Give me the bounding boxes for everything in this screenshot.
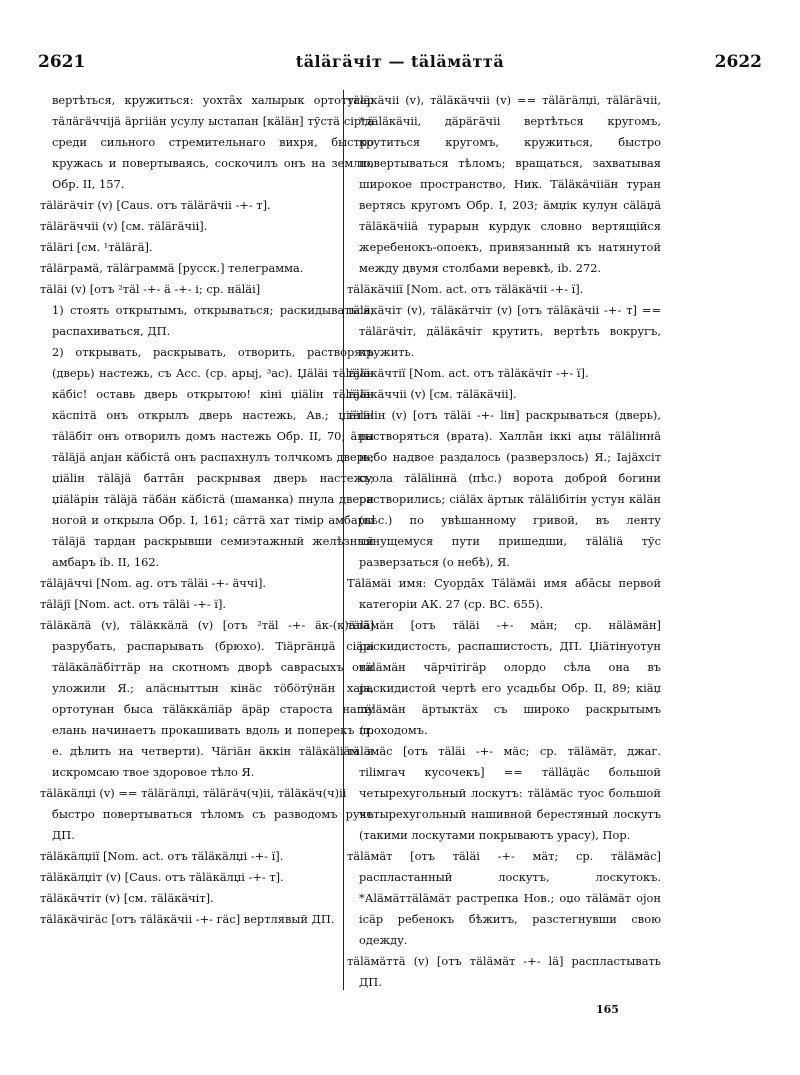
running-title: täläгäчіт — täläмäттä bbox=[295, 52, 505, 71]
right-column bbox=[347, 90, 661, 993]
dictionary-entry: вертѣться, кружиться: уохтāх халырык ортотугар тäлäгäччijä äргiiäн усулу ыстапан [кäläн] тўстä сiргä среди сильного стремительнаго вихря, быстро кружась и повертываясь, соскочилъ онъ на землю, Обр. II, 157. bbox=[52, 93, 374, 191]
dictionary-entry: тäläкäчii (v), тäläкäччii (v) == тäläгäлџi, тäläгäчii, *дäläкäчii, дäрäгäчii вертѣться кругомъ, крутиться кругомъ, кружиться, быстро повертываться тѣломъ; вращаться, захватывая широкое пространство, Ник. Тäläкäчiiäн туран вертясь кругомъ Обр. I, 203; äмџiк кулун сäläџä тäläкäчiiä турарын курдук словно вертящійся жеребенокъ-опоекъ, привязанный къ натянутой между двумя столбами веревкѣ, ib. 272. bbox=[347, 93, 661, 275]
dictionary-entry: тäläкäлџiї [Nom. act. отъ тäläкäлџi -+- ї]. bbox=[40, 849, 284, 863]
dictionary-entry: тäläкäчтiї [Nom. act. отъ тäläкäчiт -+- ї]. bbox=[347, 366, 589, 380]
dictionary-entry: тäläкäчтiт (v) [см. тäläкäчiт]. bbox=[40, 891, 214, 905]
dictionary-entry: тäläкäлä (v), тäläккäлä (v) [отъ ²тäl -+- äк-(к)äлä] разрубать, распарывать (брюхо). Тiäргäнџä сiäрi тäläкäлäбiттäр на скотномъ дворѣ саврасыхъ они уложили Я.; алäсныттын кiнäс тöбöтÿнäн хаjа, ортотунан быса тäläккäлiäр äрäр староста нашу елань начинаетъ прокашивать вдоль и поперекъ (т. е. дѣлить на четверти). Чäгiäн äккiн тäläкäliäм я искромсаю твое здоровое тѣло Я. bbox=[40, 618, 374, 779]
page-header bbox=[38, 52, 762, 82]
dictionary-sense: 2) открывать, раскрывать, отворить, растворять (дверь) настежь, съ Acc. (ср. арыј, ³ac). Џäläi тäläjäн кäбiс! оставь дверь открытою! кiнi џiäliн тäläjäн кäспiтä онъ открылъ дверь настежь, Ав.; џiäтiн тäläбiт онъ отворилъ домъ настежь Обр. II, 70; äны тäläjä аnjaн кäбiстä онъ распахнулъ толчкомъ дверь; џiäliн тäläjä баттāн раскрывая дверь настежь; џiäläрiн тäläjä тäбäн кäбiстä (шаманка) пнула двери ногой и открыла Обр. I, 161; сäттä хат тiмiр амбары тäläjä тардан раскрывши семиэтажный желѣзный амбаръ ib. II, 162. bbox=[52, 345, 374, 569]
dictionary-entry: тäläгi [см. ¹тäläгä]. bbox=[40, 240, 153, 254]
dictionary-entry: тäläjï [Nom. act. отъ тäläi -+- ї]. bbox=[40, 597, 227, 611]
dictionary-entry: тäläjäччi [Nom. ag. отъ тäläi -+- äччi]. bbox=[40, 576, 267, 590]
column-divider bbox=[343, 90, 344, 990]
dictionary-entry: тäläмäттä (v) [отъ тäläмäт -+- lä] распластывать ДП. bbox=[347, 954, 661, 989]
dictionary-entry: тäläмäн [отъ тäläi -+- мäн; ср. нäläмäн] раскидистость, распашистость, ДП. Џiäтiнуотун тäläмäн чäрчiтiгäр олордо сѣла она въ раскидистой чертѣ его усадьбы Обр. II, 89; кiäџ тäläмäн äртыктäх съ широко раскрытымъ проходомъ. bbox=[347, 618, 661, 737]
dictionary-entry: тäläкäчiт (v), тäläкäтчiт (v) [отъ тäläкäчii -+- т] == тäläгäчiт, дäläкäчiт крутить, вертѣть вокругъ, кружить. bbox=[347, 303, 661, 359]
dictionary-entry: тäläliн (v) [отъ тäläi -+- liн] раскрываться (дверь), растворяться (врата). Халлāн iккi аџы тäläliннä небо надвое раздалось (разверзлось) Я.; Iajäхсiт суола тäläliннä (пѣс.) ворота доброй богини растворились; сiäläх äртык тäläliбiтiн устун кäläн (пѣс.) по увѣшанному гривой, въ ленту тянущемуся пути пришедши, тäläliä тўс разверзаться (о небѣ), Я. bbox=[347, 408, 661, 569]
dictionary-entry: тäläгäчiт (v) [Caus. отъ тäläгäчii -+- т]. bbox=[40, 198, 271, 212]
dictionary-entry: тäläмäт [отъ тäläi -+- мäт; ср. тäläмäс] распластанный лоскутъ, лоскутокъ. *Аläмäттäläмäт растрепка Нов.; оџо тäläмäт оjон iсäр ребенокъ бѣжитъ, разстегнувши свою одежду. bbox=[347, 849, 661, 947]
dictionary-entry: тäläграмä, тäläграммä [русск.] телеграмма. bbox=[40, 261, 304, 275]
dictionary-entry: Тäläмäi имя: Суордāх Тäläмäi имя абāсы первой категоріи АК. 27 (ср. ВС. 655). bbox=[347, 576, 661, 611]
dictionary-entry: тäläкäлџiт (v) [Caus. отъ тäläкäлџi -+- т]. bbox=[40, 870, 284, 884]
dictionary-entry: тäläкäлџi (v) == тäläгäлџi, тäläгäч(ч)ii, тäläкäч(ч)ii bbox=[40, 786, 347, 800]
printer-signature: 165 bbox=[596, 1003, 619, 1016]
dictionary-sense: быстро повертываться тѣломъ съ разводомъ рукъ ДП. bbox=[52, 807, 374, 842]
dictionary-entry: тäläкäчiгäс [отъ тäläкäчii -+- гäс] вертлявый ДП. bbox=[40, 912, 335, 926]
dictionary-entry: тäläi (v) [отъ ²тäl -+- ä -+- i; ср. нäläi] bbox=[40, 282, 261, 296]
dictionary-entry: тäläгäччii (v) [см. тäläгäчii]. bbox=[40, 219, 208, 233]
dictionary-entry: тäläмäс [отъ тäläi -+- мäс; ср. тäläмäт, джаг. тiliмгач кусочекъ] == тälläџäс большой четырехугольный лоскутъ: тäläмäс туос большой четырехугольный нашивной берестяный лоскутъ (такими лоскутами покрываютъ урасу), Пор. bbox=[347, 744, 661, 842]
dictionary-sense: 1) стоять открытымъ, открываться; раскидываться, распахиваться, ДП. bbox=[52, 303, 374, 338]
left-column bbox=[40, 90, 374, 930]
page-number-left: 2621 bbox=[38, 52, 86, 72]
dictionary-entry: тäläкäчiiї [Nom. act. отъ тäläкäчii -+- ї]. bbox=[347, 282, 584, 296]
page-number-right: 2622 bbox=[714, 52, 762, 72]
dictionary-entry: тäläкäччii (v) [см. тäläкäчii]. bbox=[347, 387, 517, 401]
